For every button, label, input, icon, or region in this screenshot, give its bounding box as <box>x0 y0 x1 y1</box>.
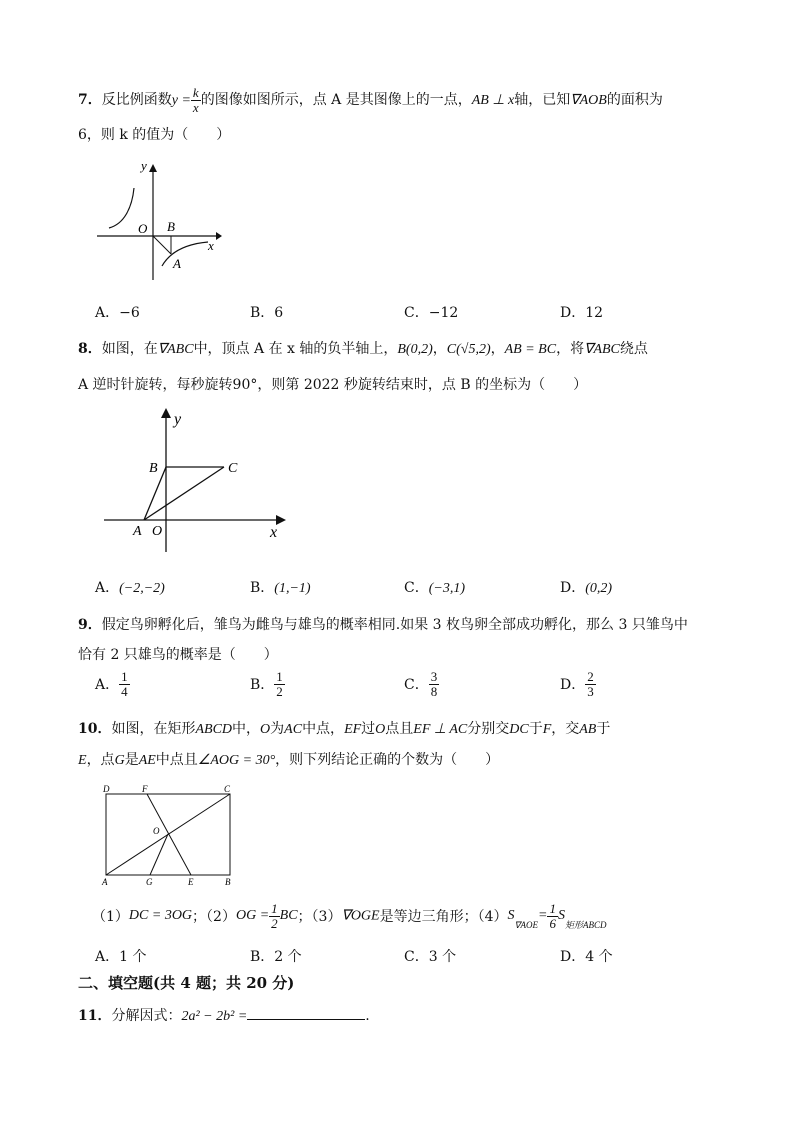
section-heading: 二、填空题(共 4 题；共 20 分) <box>78 974 295 992</box>
q7-number: 7． <box>78 92 102 109</box>
q7-option-b[interactable]: B．6 <box>250 305 284 321</box>
q11-line: 11．分解因式：2a² − 2b² = . <box>78 1008 370 1024</box>
q10-statements: （1）DC = 3OG；（2）OG = $\frac{1}{2}$ BC；（3）∇OGE是等边三角形；$(4)S_{\nabla AOE}=$ $\frac{1}{6}$ $S_{矩形ABCD}$ <box>92 901 607 931</box>
q10-label-o: O <box>153 826 160 836</box>
q7-text: 反比例函数 <box>101 92 172 109</box>
q8-number: 8． <box>78 341 102 357</box>
q7-text: 的面积为 <box>606 92 663 109</box>
q7-label-o: O <box>138 221 148 236</box>
q8-option-c[interactable]: C．(−3,1) <box>404 580 465 596</box>
q11-answer-blank[interactable] <box>247 1007 365 1020</box>
q10-option-c[interactable]: C．3 个 <box>404 949 457 965</box>
q7-line1 <box>78 86 663 114</box>
q8-label-x: x <box>270 524 278 541</box>
q10-label-a: A <box>102 877 108 887</box>
q9-option-b[interactable]: B． $\frac{1}{2}$ <box>250 669 283 699</box>
q8-figure <box>100 404 290 554</box>
q7-label-b: B <box>167 219 175 234</box>
q7-line2: 6，则 k 的值为（ ） <box>78 127 231 143</box>
q7-option-d[interactable]: D．12 <box>560 305 604 321</box>
q8-label-a: A <box>133 524 142 539</box>
q10-option-d[interactable]: D．4 个 <box>560 949 613 965</box>
q10-line2: E，点G是AE中点且∠AOG = 30°，则下列结论正确的个数为（ ） <box>78 752 500 768</box>
q10-label-d: D <box>103 784 110 794</box>
q10-option-b[interactable]: B．2 个 <box>250 949 302 965</box>
q8-line1: 8．如图，在∇ABC中，顶点 A 在 x 轴的负半轴上，B(0,2)，C(√5,2)，AB = BC，将∇ABC绕点 <box>78 341 648 357</box>
q7-option-c[interactable]: C．−12 <box>404 305 459 321</box>
q10-label-f: F <box>142 784 148 794</box>
q7-math: y = <box>171 93 191 109</box>
q7-math: AB ⊥ x <box>471 93 515 109</box>
q8-label-o: O <box>152 524 163 539</box>
q7-option-a[interactable]: A．−6 <box>95 305 140 321</box>
q8-option-b[interactable]: B．(1,−1) <box>250 580 311 596</box>
q9-line2: 恰有 2 只雄鸟的概率是（ ） <box>78 647 278 663</box>
q7-fraction: $\frac{k}{x}$ <box>192 85 199 115</box>
q10-line1: 10．如图，在矩形ABCD中，O为AC中点，EF过O点且EF ⊥ AC分别交DC于F，交AB于 <box>78 721 611 737</box>
q10-label-e: E <box>188 877 194 887</box>
q10-number: 10． <box>78 721 112 737</box>
q8-line2: A 逆时针旋转，每秒旋转90°，则第 2022 秒旋转结束时，点 B 的坐标为（ ） <box>78 377 588 393</box>
q11-number: 11． <box>78 1008 112 1024</box>
q10-label-b: B <box>225 877 231 887</box>
q7-label-y: y <box>141 158 147 173</box>
q9-option-d[interactable]: D． $\frac{2}{3}$ <box>560 669 594 699</box>
q10-option-a[interactable]: A．1 个 <box>95 949 147 965</box>
q9-number: 9． <box>78 617 102 633</box>
q7-math: ∇AOB <box>570 93 607 109</box>
q8-label-b: B <box>149 461 158 476</box>
q8-label-y: y <box>174 411 182 428</box>
q9-line1: 9．假定鸟卵孵化后，雏鸟为雌鸟与雄鸟的概率相同.如果 3 枚鸟卵全部成功孵化，那么 3 只雏鸟中 <box>78 617 688 633</box>
q8-option-d[interactable]: D．(0,2) <box>560 580 613 596</box>
q9-option-c[interactable]: C． $\frac{3}{8}$ <box>404 669 438 699</box>
q10-label-g: G <box>146 877 153 887</box>
q7-text: 轴，已知 <box>514 92 571 109</box>
q8-option-a[interactable]: A．(−2,−2) <box>95 580 165 596</box>
q10-label-c: C <box>224 784 231 794</box>
q10-figure <box>96 782 246 888</box>
q7-text: 的图像如图所示，点 A 是其图像上的一点， <box>200 92 472 109</box>
q7-figure <box>92 158 222 282</box>
q9-option-a[interactable]: A． $\frac{1}{4}$ <box>95 669 128 699</box>
q7-label-a: A <box>173 256 181 271</box>
q8-label-c: C <box>228 461 238 476</box>
q7-label-x: x <box>208 238 214 253</box>
